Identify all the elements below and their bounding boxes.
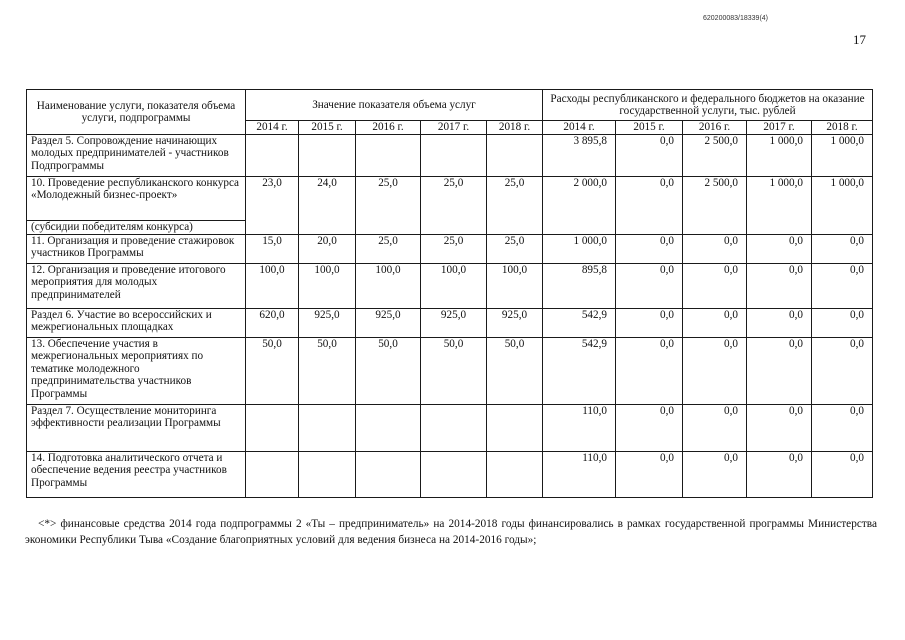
value-cell xyxy=(356,405,421,452)
value-cell xyxy=(421,135,487,177)
year-header: 2016 г. xyxy=(356,121,421,135)
value-cell xyxy=(421,405,487,452)
expense-cell: 0,0 xyxy=(616,235,683,264)
value-cell: 50,0 xyxy=(487,338,543,405)
value-cell: 15,0 xyxy=(246,235,299,264)
expense-cell: 895,8 xyxy=(543,264,616,309)
expense-cell: 1 000,0 xyxy=(812,177,873,235)
expense-cell: 0,0 xyxy=(812,264,873,309)
value-cell: 25,0 xyxy=(356,177,421,235)
table-row xyxy=(27,264,873,309)
expense-cell: 0,0 xyxy=(812,235,873,264)
value-cell xyxy=(487,452,543,498)
expense-cell: 0,0 xyxy=(812,309,873,338)
table-row xyxy=(27,177,873,221)
row-name: 14. Подготовка аналитического отчета и обеспечение ведения реестра участников Программы xyxy=(27,452,246,498)
value-cell: 100,0 xyxy=(421,264,487,309)
expense-cell: 0,0 xyxy=(616,135,683,177)
value-cell xyxy=(299,405,356,452)
expense-cell: 542,9 xyxy=(543,309,616,338)
expense-cell: 1 000,0 xyxy=(543,235,616,264)
value-cell xyxy=(299,135,356,177)
expense-cell: 0,0 xyxy=(747,309,812,338)
expense-cell: 2 500,0 xyxy=(683,135,747,177)
year-header: 2015 г. xyxy=(299,121,356,135)
page-number: 17 xyxy=(853,32,866,47)
table-row xyxy=(27,235,873,264)
value-cell: 50,0 xyxy=(421,338,487,405)
expense-cell: 1 000,0 xyxy=(747,135,812,177)
value-cell: 23,0 xyxy=(246,177,299,235)
expense-cell: 0,0 xyxy=(616,338,683,405)
document-code: 620200083/18339(4) xyxy=(703,15,769,22)
year-header: 2018 г. xyxy=(487,121,543,135)
row-name: 12. Организация и проведение итогового мероприятия для молодых предпринимателей xyxy=(27,264,246,309)
col-values-header: Значение показателя объема услуг xyxy=(246,90,543,121)
table-row xyxy=(27,338,873,405)
expense-cell: 0,0 xyxy=(683,405,747,452)
expense-cell: 0,0 xyxy=(812,452,873,498)
value-cell xyxy=(299,452,356,498)
value-cell: 100,0 xyxy=(299,264,356,309)
year-header: 2018 г. xyxy=(812,121,873,135)
year-header: 2014 г. xyxy=(246,121,299,135)
expense-cell: 0,0 xyxy=(747,264,812,309)
value-cell: 25,0 xyxy=(356,235,421,264)
value-cell: 100,0 xyxy=(246,264,299,309)
expense-cell: 0,0 xyxy=(616,264,683,309)
value-cell: 100,0 xyxy=(487,264,543,309)
year-header: 2016 г. xyxy=(683,121,747,135)
expense-cell: 542,9 xyxy=(543,338,616,405)
expense-cell: 0,0 xyxy=(812,405,873,452)
value-cell: 925,0 xyxy=(356,309,421,338)
value-cell: 25,0 xyxy=(421,177,487,235)
footnote: <*> финансовые средства 2014 года подпрограммы 2 «Ты – предприниматель» на 2014-2018 годы финансировались в рамках государственной программы Министерства экономики Республики Тыва «Создание благоприятных условий для ведения бизнеса на 2014-2016 годы»; xyxy=(25,518,877,546)
expense-cell: 0,0 xyxy=(683,235,747,264)
expense-cell: 110,0 xyxy=(543,452,616,498)
col-expenses-header: Расходы республиканского и федерального бюджетов на оказание государственной услуги, тыс. рублей xyxy=(543,90,873,121)
value-cell xyxy=(246,452,299,498)
expense-cell: 1 000,0 xyxy=(812,135,873,177)
expense-cell: 2 000,0 xyxy=(543,177,616,235)
header-row xyxy=(27,90,873,121)
year-header: 2014 г. xyxy=(543,121,616,135)
value-cell: 100,0 xyxy=(356,264,421,309)
value-cell xyxy=(246,135,299,177)
table-row xyxy=(27,135,873,177)
table-row xyxy=(27,405,873,452)
expense-cell: 1 000,0 xyxy=(747,177,812,235)
expense-cell: 0,0 xyxy=(747,338,812,405)
expense-cell: 110,0 xyxy=(543,405,616,452)
year-header: 2017 г. xyxy=(747,121,812,135)
table-row xyxy=(27,309,873,338)
value-cell xyxy=(487,135,543,177)
expense-cell: 0,0 xyxy=(616,309,683,338)
value-cell: 20,0 xyxy=(299,235,356,264)
expense-cell: 3 895,8 xyxy=(543,135,616,177)
value-cell xyxy=(246,405,299,452)
year-header: 2015 г. xyxy=(616,121,683,135)
row-name: Раздел 7. Осуществление мониторинга эффективности реализации Программы xyxy=(27,405,246,452)
col-name-header: Наименование услуги, показателя объема услуги, подпрограммы xyxy=(27,90,246,135)
row-name: 11. Организация и проведение стажировок участников Программы xyxy=(27,235,246,264)
value-cell: 25,0 xyxy=(487,235,543,264)
value-cell: 50,0 xyxy=(356,338,421,405)
row-name: 10. Проведение республиканского конкурса «Молодежный бизнес-проект» xyxy=(27,177,246,221)
value-cell: 50,0 xyxy=(246,338,299,405)
row-name: 13. Обеспечение участия в межрегиональных мероприятиях по тематике молодежного предпринимательства участников Программы xyxy=(27,338,246,405)
row-name: Раздел 6. Участие во всероссийских и межрегиональных площадках xyxy=(27,309,246,338)
expense-cell: 0,0 xyxy=(616,177,683,235)
expense-cell: 0,0 xyxy=(683,452,747,498)
table-row xyxy=(27,452,873,498)
value-cell: 25,0 xyxy=(487,177,543,235)
expense-cell: 0,0 xyxy=(616,452,683,498)
value-cell: 24,0 xyxy=(299,177,356,235)
value-cell xyxy=(421,452,487,498)
expense-cell: 0,0 xyxy=(683,264,747,309)
expense-cell: 0,0 xyxy=(747,405,812,452)
value-cell: 50,0 xyxy=(299,338,356,405)
value-cell xyxy=(356,452,421,498)
value-cell: 620,0 xyxy=(246,309,299,338)
value-cell xyxy=(356,135,421,177)
row-name: Раздел 5. Сопровождение начинающих молодых предпринимателей - участников Подпрограммы xyxy=(27,135,246,177)
services-table xyxy=(26,89,873,498)
expense-cell: 0,0 xyxy=(683,338,747,405)
value-cell xyxy=(487,405,543,452)
expense-cell: 0,0 xyxy=(683,309,747,338)
value-cell: 25,0 xyxy=(421,235,487,264)
value-cell: 925,0 xyxy=(487,309,543,338)
expense-cell: 0,0 xyxy=(747,452,812,498)
expense-cell: 0,0 xyxy=(616,405,683,452)
expense-cell: 0,0 xyxy=(812,338,873,405)
value-cell: 925,0 xyxy=(421,309,487,338)
expense-cell: 0,0 xyxy=(747,235,812,264)
year-header: 2017 г. xyxy=(421,121,487,135)
row-name-note: (субсидии победителям конкурса) xyxy=(27,221,246,235)
expense-cell: 2 500,0 xyxy=(683,177,747,235)
value-cell: 925,0 xyxy=(299,309,356,338)
